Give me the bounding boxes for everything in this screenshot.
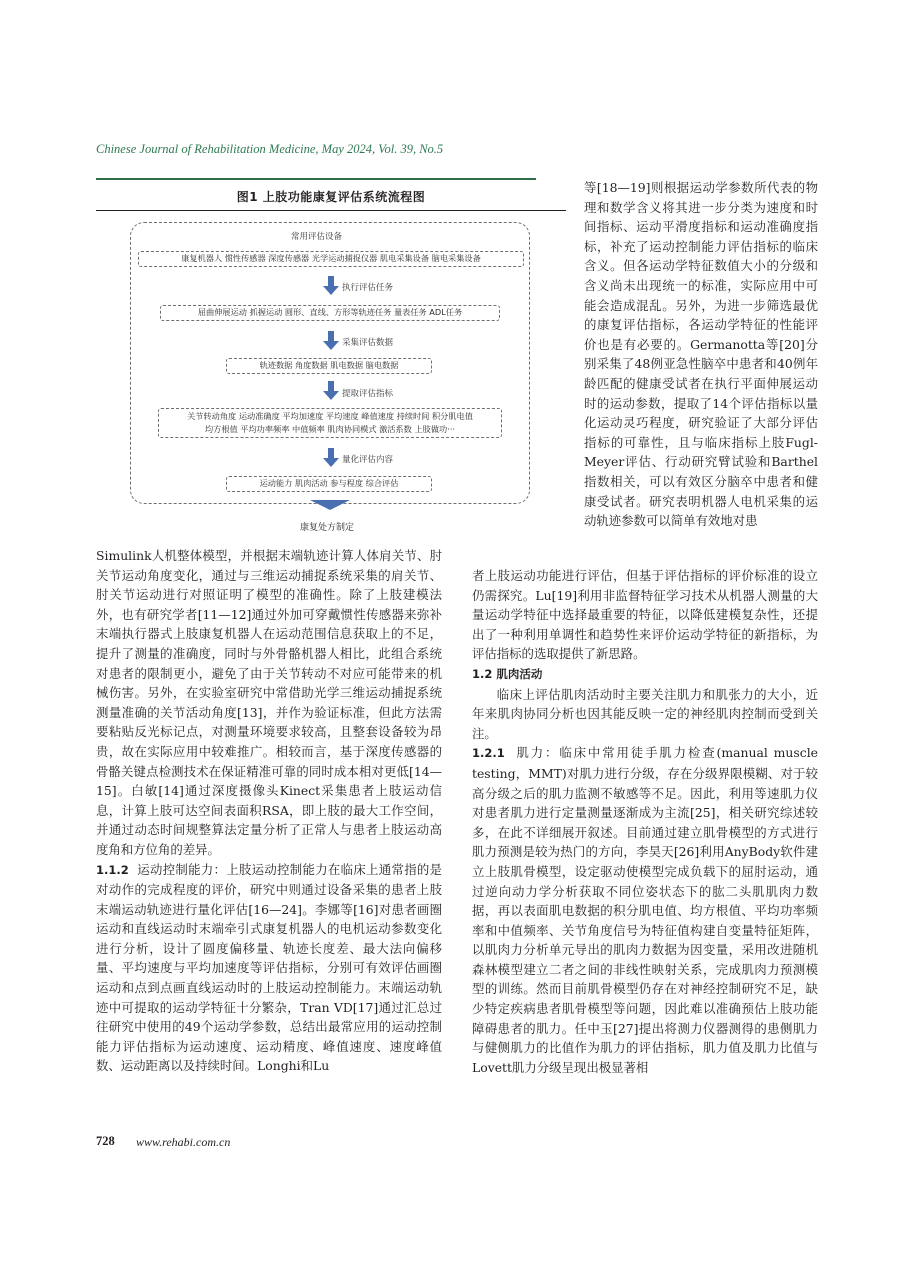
stage-box-tasks: 屈曲伸展运动 抓握运动 圆形、直线、方形等轨迹任务 量表任务 ADL任务	[160, 305, 500, 321]
arrow-down-icon	[326, 276, 336, 296]
stage-label-devices: 常用评估设备	[288, 230, 345, 242]
paragraph: Simulink人机整体模型，并根据末端轨迹计算人体肩关节、肘关节运动角度变化，通过与三维运动捕捉系统采集的肩关节、肘关节运动进行对照证明了模型的准确性。除了上肢建模法外，也有研究学者[11—12]通过外加可穿戴惯性传感器来弥补末端执行器式上肢康复机器人在运动范围信息获取上的不足，提升了测量的准确度，同时与外骨骼机器人相比，此组合系统对患者的限制更小，避免了由于关节转动不对应可能带来的机械伤害。另外，在实验室研究中常借助光学三维运动捕捉系统测量准确的关节活动角度[13]，并作为验证标准，但此方法需要粘贴反光标记点，对测量环境要求较高，且整套设备较为昂贵，故在实际应用中较难推广。相较而言，基于深度传感器的骨骼关键点检测技术在保证精准可靠的同时成本相对更低[14—15]。白敏[14]通过深度摄像头Kinect采集患者上肢运动信息，计算上肢可达空间表面积RSA，即上肢的最大工作空间，并通过动态时间规整算法定量分析了正常人与患者上肢运动高度角和方位角的差异。	[96, 548, 442, 857]
metrics-line-2: 均方根值 平均功率频率 中值频率 肌肉协同模式 激活系数 上肢做功···	[204, 424, 456, 434]
stage-box-devices: 康复机器人 惯性传感器 深度传感器 光学运动捕捉仪器 肌电采集设备 脑电采集设备	[138, 251, 524, 267]
right-column-upper	[584, 178, 818, 531]
header-rule	[96, 178, 536, 180]
paragraph	[96, 860, 442, 1077]
right-column-lower	[472, 566, 818, 1077]
arrow-down-icon	[326, 448, 336, 468]
page-number: 728	[96, 1134, 115, 1148]
arrow-down-icon	[326, 381, 336, 401]
journal-url: www.rehabi.com.cn	[136, 1135, 231, 1149]
paragraph-text: 运动控制能力：上肢运动控制能力在临床上通常指的是对动作的完成程度的评价，研究中则通过设备采集的患者上肢末端运动轨迹进行量化评估[16—24]。李娜等[16]对患者画圈运动和直线运动时末端牵引式康复机器人的电机运动参数变化进行分析，设计了圆度偏移量、轨迹长度差、最大法向偏移量、平均速度与平均加速度等评估指标，分别可有效评估画圈运动和点到点画直线运动时的上肢运动控制能力。末端运动轨迹中可提取的运动学特征十分繁杂，Tran VD[17]通过汇总过往研究中使用的49个运动学参数，总结出最常应用的运动控制能力评估指标为运动速度、运动精度、峰值速度、速度峰值数、运动距离以及持续时间。Longhi和Lu	[96, 861, 443, 1074]
flowchart	[130, 218, 532, 508]
final-label: 康复处方制定	[300, 523, 355, 533]
section-number: 1.1.2	[96, 862, 129, 877]
arrow-down-icon	[310, 500, 350, 510]
paragraph: 临床上评估肌肉活动时主要关注肌力和肌张力的大小，近年来肌肉协同分析也因其能反映一定的神经肌肉控制而受到关注。	[472, 686, 818, 741]
stage-label-content: 量化评估内容	[342, 455, 394, 465]
paragraph-text: 肌力：临床中常用徒手肌力检查(manual muscle testing，MMT)对肌力进行分级，存在分级界限模糊、对于较高分级之后的肌力监测不敏感等不足。因此，利用等速肌力仪对患者肌力进行定量测量逐渐成为主流[25]，相关研究综述较多，在此不详细展开叙述。目前通过建立肌骨模型的方式进行肌力预测是较为热门的方向，李昊天[26]利用AnyBody软件建立上肢肌骨模型，设定驱动使模型完成负载下的屈肘运动，通过逆向动力学分析获取不同位姿状态下的肱二头肌肌肉力数据，再以表面肌电数据的积分肌电值、均方根值、平均功率频率和中值频率、关节角度信号为特征值构建自变量特征矩阵，以肌肉力分析单元导出的肌肉力数据为因变量，采用改进随机森林模型建立二者之间的非线性映射关系，完成肌肉力预测模型的训练。然而目前肌骨模型仍存在对神经控制研究不足，缺少特定疾病患者肌骨模型等问题，因此难以准确预估上肢功能障碍患者的肌力。任中玉[27]提出将测力仪器测得的患侧肌力与健侧肌力的比值作为肌力的评估指标，肌力值及肌力比值与Lovett肌力分级呈现出极显著相	[472, 745, 818, 1075]
metrics-line-1: 关节转动角度 运动准确度 平均加速度 平均速度 峰值速度 持续时间 积分肌电值	[187, 411, 473, 421]
paragraph: 者上肢运动功能进行评估，但基于评估指标的评价标准的设立仍需探究。Lu[19]利用非监督特征学习技术从机器人测量的大量运动学特征中选择最重要的特征，以降低建模复杂性，还提出了一种利用单调性和趋势性来评价运动学特征的新指标，为评估指标的选取提供了新思路。	[472, 568, 818, 662]
section-heading: 1.2 肌肉活动	[472, 666, 543, 681]
section-number: 1.2.1	[472, 746, 505, 761]
left-column	[96, 546, 442, 1076]
arrow-down-icon	[326, 331, 336, 351]
stage-box-content: 运动能力 肌肉活动 参与程度 综合评估	[226, 476, 432, 492]
running-head: Chinese Journal of Rehabilitation Medicine, May 2024, Vol. 39, No.5	[96, 142, 444, 156]
stage-label-metrics: 提取评估指标	[342, 389, 394, 399]
figure-title: 图1 上肢功能康复评估系统流程图	[236, 190, 426, 204]
paragraph	[472, 743, 818, 1077]
stage-box-metrics	[158, 408, 502, 438]
stage-label-data: 采集评估数据	[342, 338, 394, 348]
paragraph: 等[18—19]则根据运动学参数所代表的物理和数学含义将其进一步分类为速度和时间指标、运动平滑度指标和运动准确度指标，补充了运动控制能力评估指标的临床含义。但各运动学特征数值大小的分级和含义尚未出现统一的标准，实际应用中可能会造成混乱。另外，为进一步筛选最优的康复评估指标，各运动学特征的性能评价也是有必要的。Germanotta等[20]分别采集了48例亚急性脑卒中患者和40例年龄匹配的健康受试者在执行平面伸展运动时的运动参数，提取了14个评估指标以量化运动灵巧程度，研究验证了大部分评估指标的可靠性，且与临床指标上肢Fugl-Meyer评估、行动研究臂试验和Barthel指数相关，可以有效区分脑卒中患者和健康受试者。研究表明机器人电机采集的运动轨迹参数可以简单有效地对患	[584, 180, 818, 529]
figure-title-rule	[96, 210, 566, 211]
stage-label-tasks: 执行评估任务	[342, 283, 394, 293]
stage-box-data: 轨迹数据 角度数据 肌电数据 脑电数据	[226, 358, 432, 374]
